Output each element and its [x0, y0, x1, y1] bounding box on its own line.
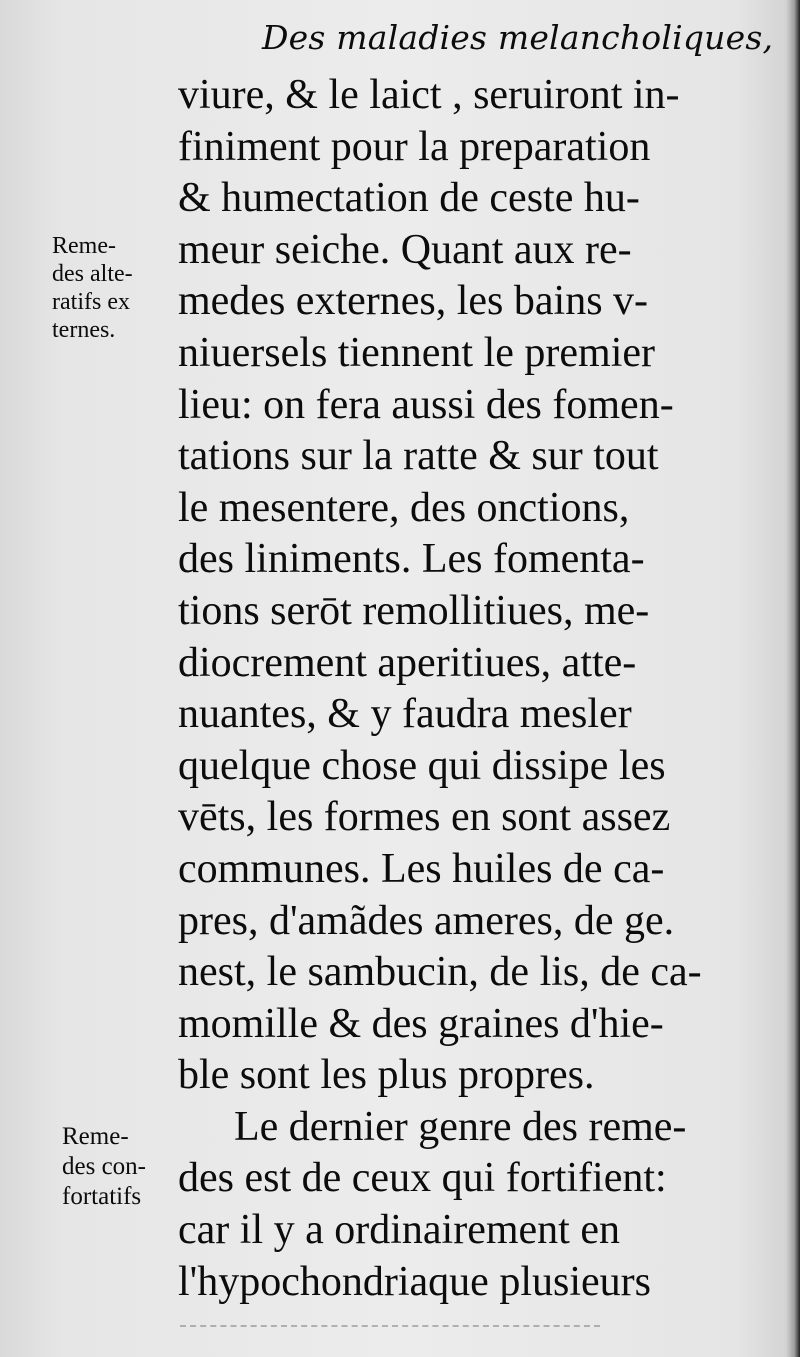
margin-note-line: Reme-: [62, 1123, 129, 1150]
text-line: des liniments. Les fomenta-: [178, 536, 645, 583]
page-edge-shadow: [786, 0, 800, 1357]
margin-note-line: des con-: [62, 1153, 146, 1180]
text-line: l'hypochondriaque plusieurs: [178, 1258, 651, 1305]
text-line: meur seiche. Quant aux re-: [178, 226, 632, 273]
text-line: nest, le sambucin, de lis, de ca-: [178, 949, 702, 996]
bleed-through-mark: [180, 1325, 600, 1341]
text-line: ble sont les plus propres.: [178, 1052, 595, 1099]
margin-note-line: des alte-: [52, 261, 133, 287]
text-line: lieu: on fera aussi des fomen-: [178, 381, 674, 428]
margin-note-line: ternes.: [52, 317, 116, 343]
text-line: pres, d'amãdes ameres, de ge.: [178, 897, 675, 944]
text-line: momille & des graines d'hie-: [178, 1000, 664, 1047]
margin-note-line: fortatifs: [62, 1183, 142, 1210]
text-line: finiment pour la preparation: [178, 123, 651, 170]
text-line: tations sur la ratte & sur tout: [178, 433, 659, 480]
text-line: medes externes, les bains v-: [178, 278, 649, 325]
margin-note-line: ratifs ex: [52, 289, 130, 315]
text-line: vēts, les formes en sont assez: [178, 794, 671, 841]
running-header: Des maladies melancholiques,: [262, 18, 774, 57]
margin-note-remedes-confortatifs: [62, 1122, 146, 1212]
text-line: niuersels tiennent le premier: [178, 329, 655, 376]
text-line: diocrement aperitiues, atte-: [178, 639, 637, 686]
text-line: le mesentere, des onctions,: [178, 484, 630, 531]
text-line: viure, & le laict , seruiront in-: [178, 72, 680, 118]
text-line: nuantes, & y faudra mesler: [178, 691, 632, 738]
text-line: quelque chose qui dissipe les: [178, 742, 666, 789]
text-line: communes. Les huiles de ca-: [178, 845, 665, 892]
body-text: [178, 70, 763, 1308]
text-line: tions serōt remollitiues, me-: [178, 587, 650, 634]
margin-note-remedes-alteratifs: [52, 232, 133, 344]
text-line: des est de ceux qui fortifient:: [178, 1155, 667, 1202]
text-line: & humectation de ceste hu-: [178, 175, 640, 222]
paragraph-start-line: Le dernier genre des reme-: [234, 1103, 687, 1150]
margin-note-line: Reme-: [52, 233, 116, 259]
text-line: car il y a ordinairement en: [178, 1207, 620, 1254]
